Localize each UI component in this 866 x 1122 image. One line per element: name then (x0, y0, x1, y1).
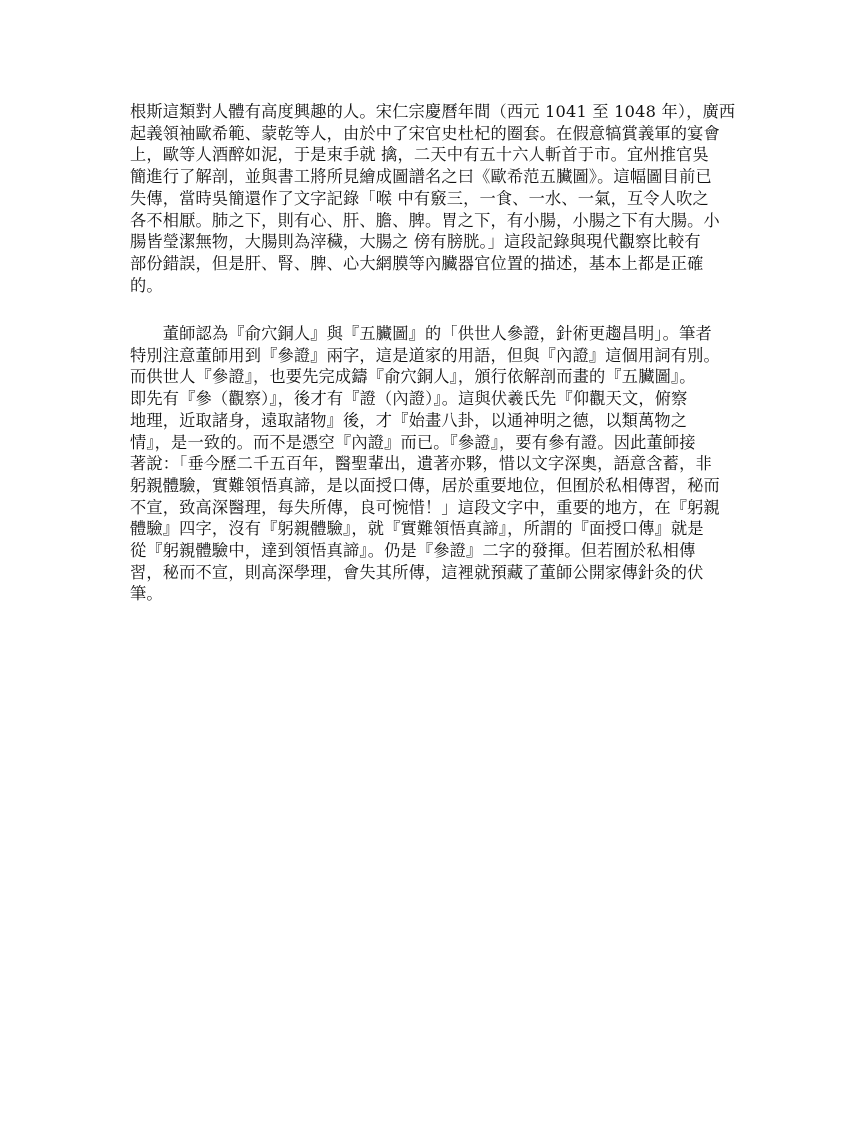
paragraph-line: 部份錯誤，但是肝、腎、脾、心大網膜等內臟器官位置的描述，基本上都是正確 (130, 253, 704, 273)
paragraph-line: 腸皆瑩潔無物，大腸則為滓穢，大腸之 傍有膀胱。」這段記錄與現代觀察比較有 (130, 232, 701, 252)
paragraph-line: 上，歐等人酒醉如泥，于是束手就 擒，二天中有五十六人斬首于市。宜州推官吳 (130, 145, 709, 165)
paragraph-line: 起義領袖歐希範、蒙乾等人，由於中了宋官史杜杞的圈套。在假意犒賞義軍的宴會 (130, 123, 720, 143)
paragraph-2 (130, 323, 740, 605)
paragraph-line: 即先有『參（觀察）』，後才有『證（內證）』。這與伏羲氏先『仰觀天文，俯察 (130, 389, 688, 409)
paragraph-line: 躬親體驗，實難領悟真諦，是以面授口傳，居於重要地位，但囿於私相傳習，秘而 (130, 475, 720, 495)
paragraph-line: 體驗』四字，沒有『躬親體驗』，就『實難領悟真諦』，所謂的『面授口傳』就是 (130, 519, 704, 539)
paragraph-line: 的。 (130, 275, 163, 295)
paragraph-1 (130, 101, 740, 296)
paragraph-line: 著說：「垂今歷二千五百年，醫聖輩出，遺著亦夥，惜以文字深奧，語意含蓄，非 (130, 454, 712, 474)
paragraph-line: 地理，近取諸身，遠取諸物』後，才『始畫八卦，以通神明之德，以類萬物之 (130, 410, 688, 430)
paragraph-line: 不宣，致高深醫理，每失所傳，良可惋惜！」這段文字中，重要的地方，在『躬親 (130, 497, 720, 517)
paragraph-line: 從『躬親體驗中，達到領悟真諦』。仍是『參證』二字的發揮。但若囿於私相傳 (130, 541, 696, 561)
paragraph-line: 董師認為『俞穴銅人』與『五臟圖』的「供世人參證，針術更趨昌明」。筆者 (130, 324, 712, 343)
paragraph-line: 失傳，當時吳簡還作了文字記錄「喉 中有竅三，一食、一水、一氣，互令人吹之 (130, 188, 709, 208)
paragraph-line: 根斯這類對人體有高度興趣的人。宋仁宗慶曆年間（西元 1041 至 1048 年），廣西 (130, 102, 736, 121)
paragraph-line: 而供世人『參證』，也要先完成鑄『俞穴銅人』，頒行依解剖而畫的『五臟圖』。 (130, 367, 696, 387)
paragraph-line: 情』，是一致的。而不是憑空『內證』而已。『參證』，要有參有證。因此董師接 (130, 432, 696, 452)
paragraph-line: 各不相厭。肺之下，則有心、肝、膽、脾。胃之下，有小腸，小腸之下有大腸。小 (130, 210, 720, 230)
paragraph-line: 簡進行了解剖，並與書工將所見繪成圖譜名之曰《歐希范五臟圖》。這幅圖目前已 (130, 167, 712, 187)
paragraph-line: 特別注意董師用到『參證』兩字，這是道家的用語，但與『內證』這個用詞有別。 (130, 345, 720, 365)
paragraph-line: 筆。 (130, 584, 163, 604)
paragraph-line: 習，秘而不宣，則高深學理，會失其所傳，這裡就預藏了董師公開家傳針灸的伏 (130, 562, 704, 582)
